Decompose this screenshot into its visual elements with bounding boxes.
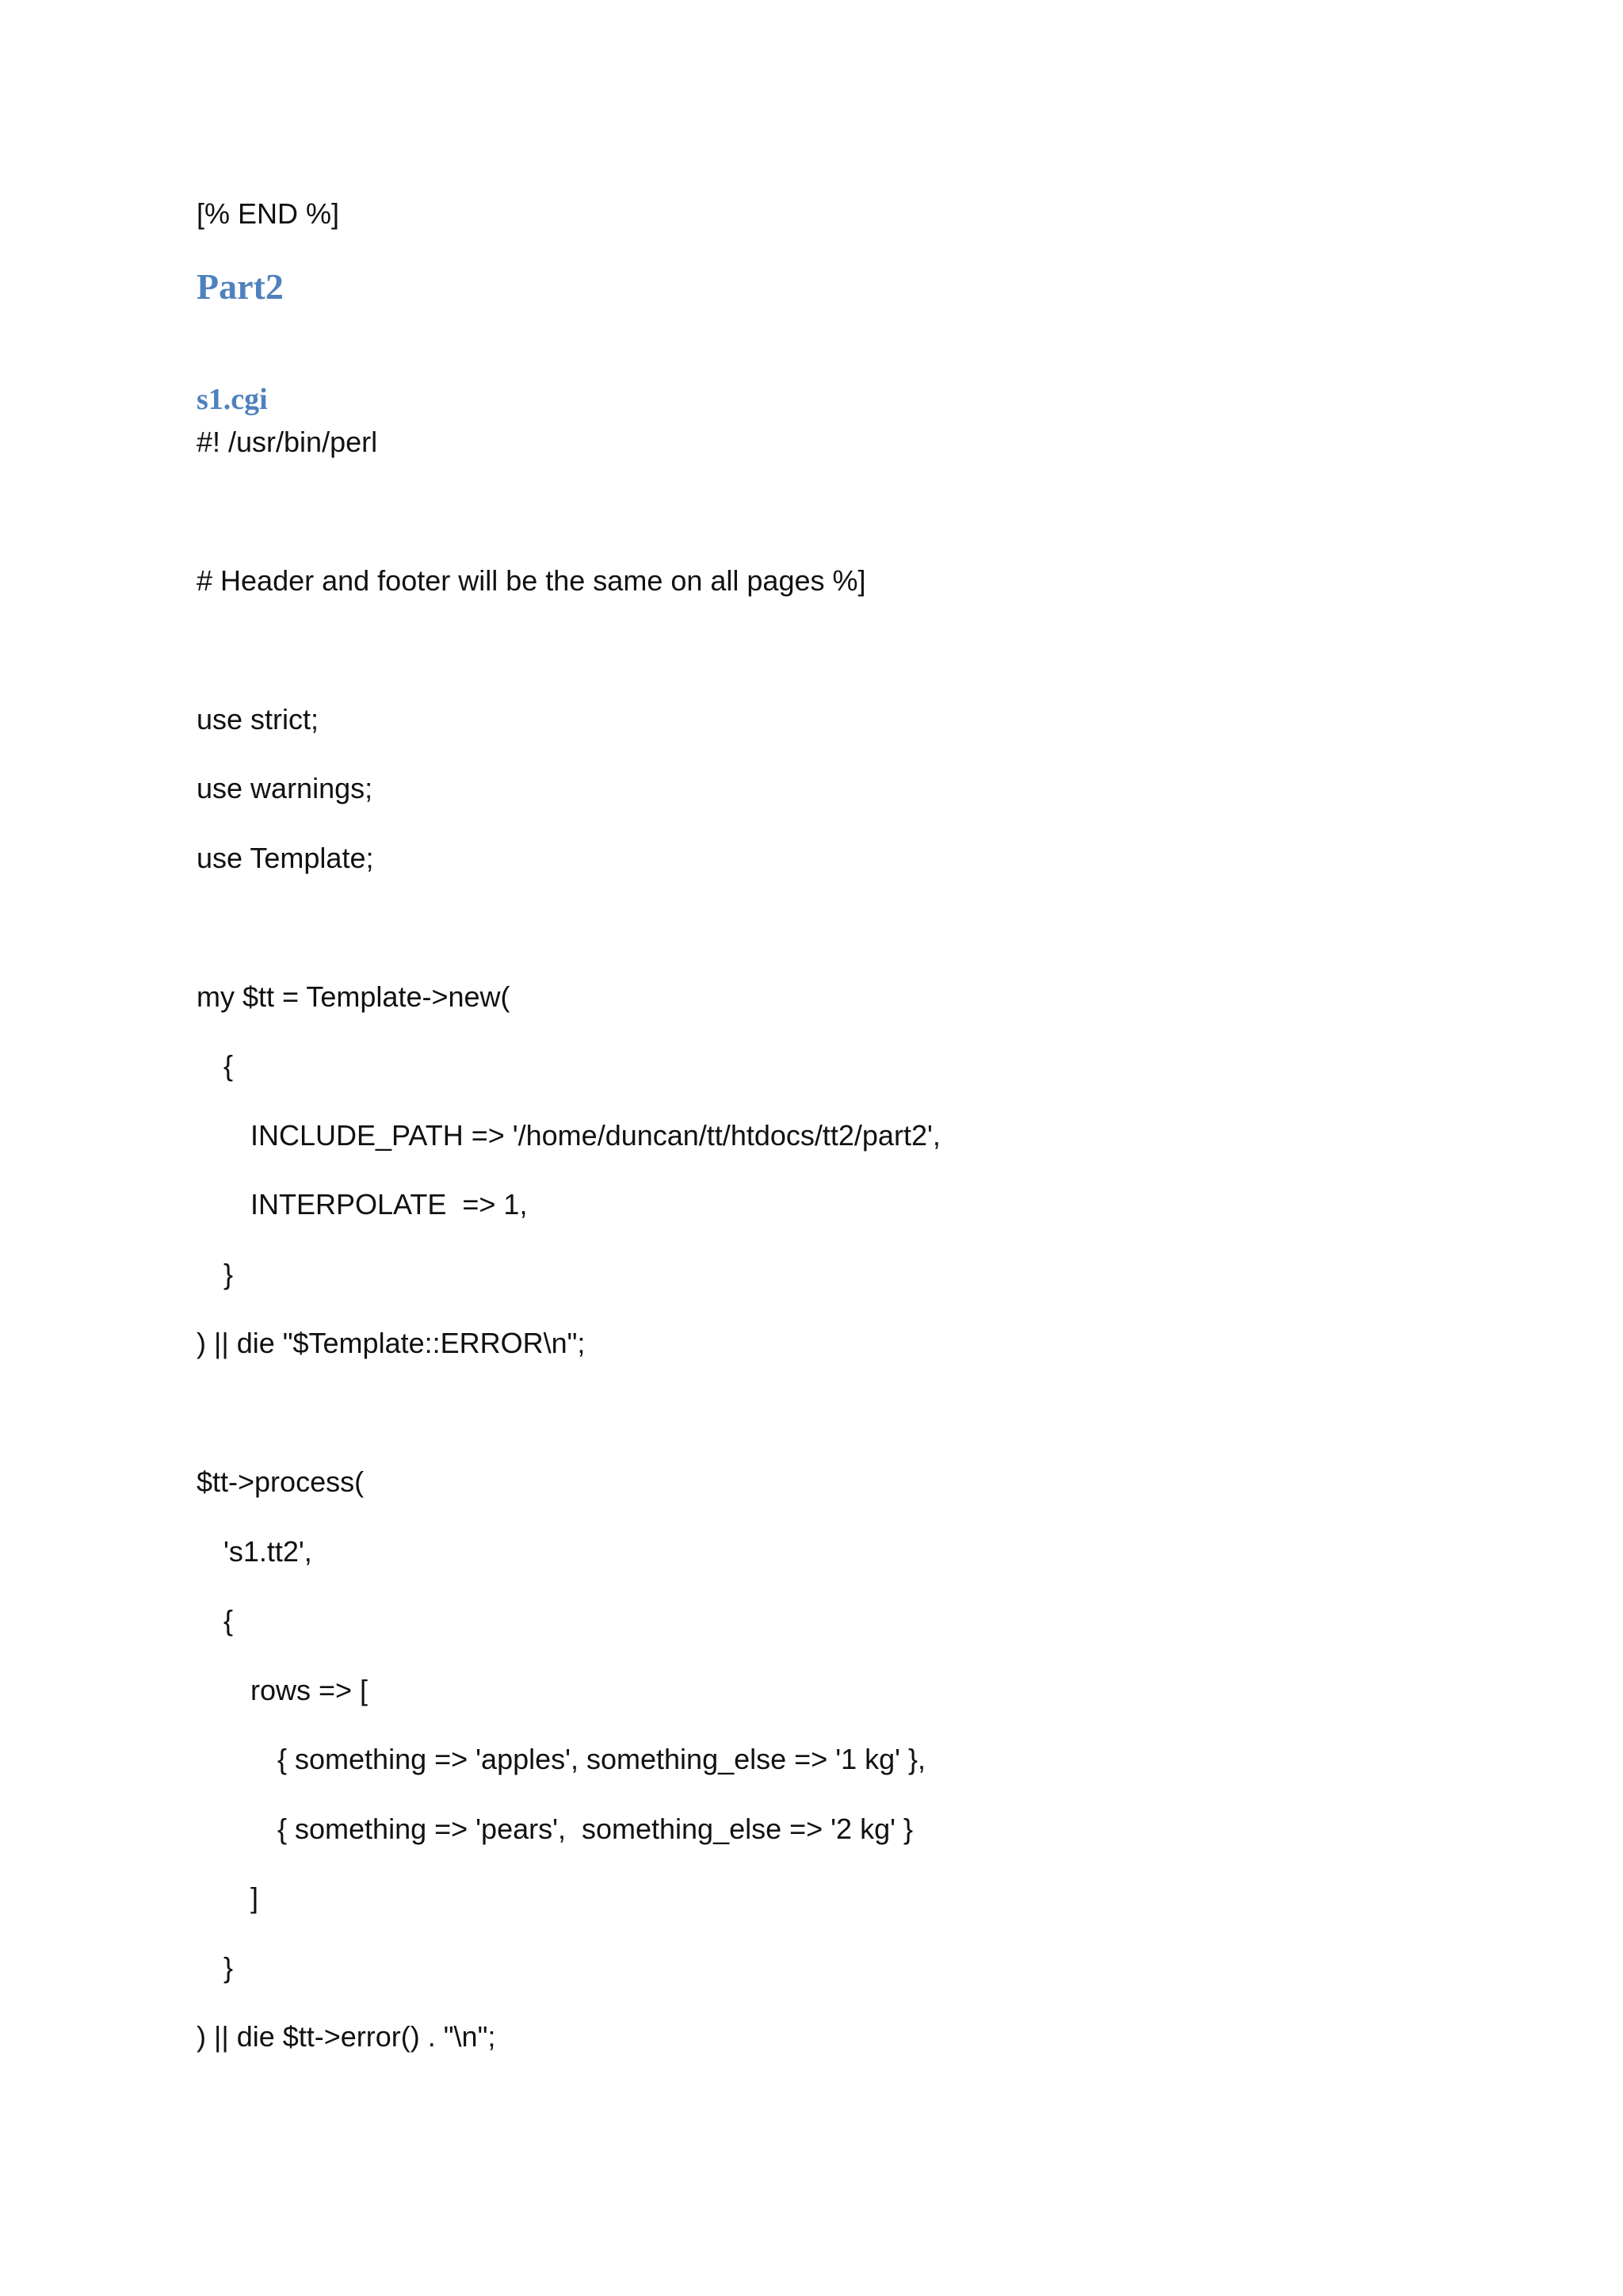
row-apples-line: { something => 'apples', something_else => '1 kg' }, bbox=[277, 1743, 926, 1775]
process-line: $tt->process( bbox=[197, 1465, 365, 1498]
die-template-line: ) || die "$Template::ERROR\n"; bbox=[197, 1327, 586, 1359]
template-new-line: my $tt = Template->new( bbox=[197, 980, 510, 1013]
brace-open-line: { bbox=[223, 1049, 234, 1082]
include-path-line: INCLUDE_PATH => '/home/duncan/tt/htdocs/tt2/part2', bbox=[250, 1119, 941, 1152]
use-warnings-line: use warnings; bbox=[197, 772, 373, 804]
brace-open-line: { bbox=[223, 1604, 234, 1637]
brace-close-line: } bbox=[223, 1258, 234, 1290]
die-error-line: ) || die $tt->error() . "\n"; bbox=[197, 2020, 496, 2053]
use-strict-line: use strict; bbox=[197, 703, 319, 735]
interpolate-line: INTERPOLATE => 1, bbox=[250, 1188, 528, 1221]
rows-line: rows => [ bbox=[250, 1674, 369, 1706]
use-template-line: use Template; bbox=[197, 842, 374, 874]
template-name-line: 's1.tt2', bbox=[223, 1535, 312, 1568]
file-heading: s1.cgi bbox=[197, 383, 268, 416]
end-directive-line: [% END %] bbox=[197, 197, 340, 230]
brace-close-line: } bbox=[223, 1951, 234, 1984]
section-heading: Part2 bbox=[197, 266, 284, 307]
bracket-close-line: ] bbox=[250, 1881, 259, 1914]
comment-line: # Header and footer will be the same on all pages %] bbox=[197, 564, 866, 597]
row-pears-line: { something => 'pears', something_else => '2 kg' } bbox=[277, 1813, 914, 1845]
shebang-line: #! /usr/bin/perl bbox=[197, 426, 378, 458]
